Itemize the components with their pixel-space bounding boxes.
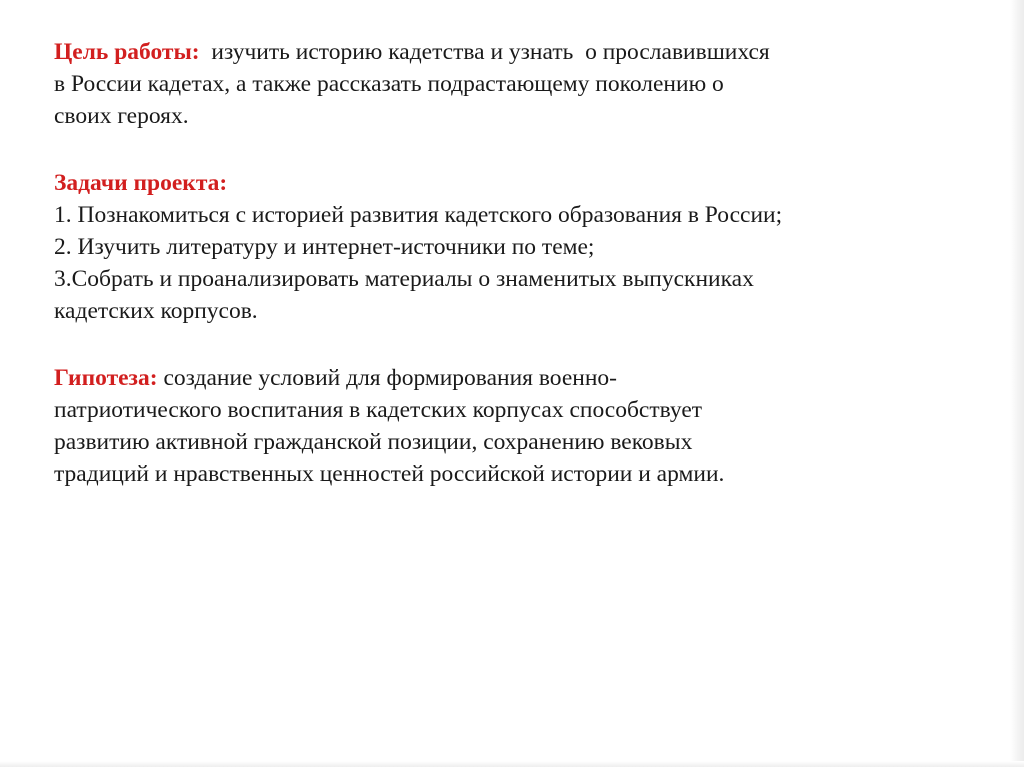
goal-text-line-3: своих героях. — [54, 103, 189, 129]
goal-label: Цель работы: — [54, 39, 200, 65]
goal-section — [54, 36, 954, 132]
goal-text-line-1: изучить историю кадетства и узнать о прославившихся — [199, 39, 770, 65]
hypothesis-first-line — [54, 362, 954, 394]
task-item-continuation: кадетских корпусов. — [54, 298, 258, 324]
hypothesis-text-line-1: создание условий для формирования военно- — [157, 365, 617, 391]
goal-first-line — [54, 36, 954, 68]
slide-edge-shadow-bottom — [0, 761, 1024, 767]
slide-edge-shadow-right — [1010, 0, 1024, 767]
tasks-label: Задачи проекта: — [54, 170, 228, 196]
hypothesis-text-line-3: развитию активной гражданской позиции, сохранению вековых — [54, 429, 693, 455]
tasks-section — [54, 167, 954, 327]
goal-text-line-2: в России кадетах, а также рассказать подрастающему поколению о — [54, 71, 724, 97]
task-item: 3.Собрать и проанализировать материалы о знаменитых выпускниках — [54, 266, 754, 292]
hypothesis-label: Гипотеза: — [54, 365, 158, 391]
task-item: 2. Изучить литературу и интернет-источники по теме; — [54, 234, 595, 260]
section-spacer — [54, 132, 954, 167]
hypothesis-section — [54, 362, 954, 490]
task-item: 1. Познакомиться с историей развития кадетского образования в России; — [54, 202, 783, 228]
hypothesis-text-line-4: традиций и нравственных ценностей российской истории и армии. — [54, 461, 725, 487]
hypothesis-text-line-2: патриотического воспитания в кадетских корпусах способствует — [54, 397, 703, 423]
section-spacer — [54, 327, 954, 362]
slide-content — [54, 36, 954, 490]
